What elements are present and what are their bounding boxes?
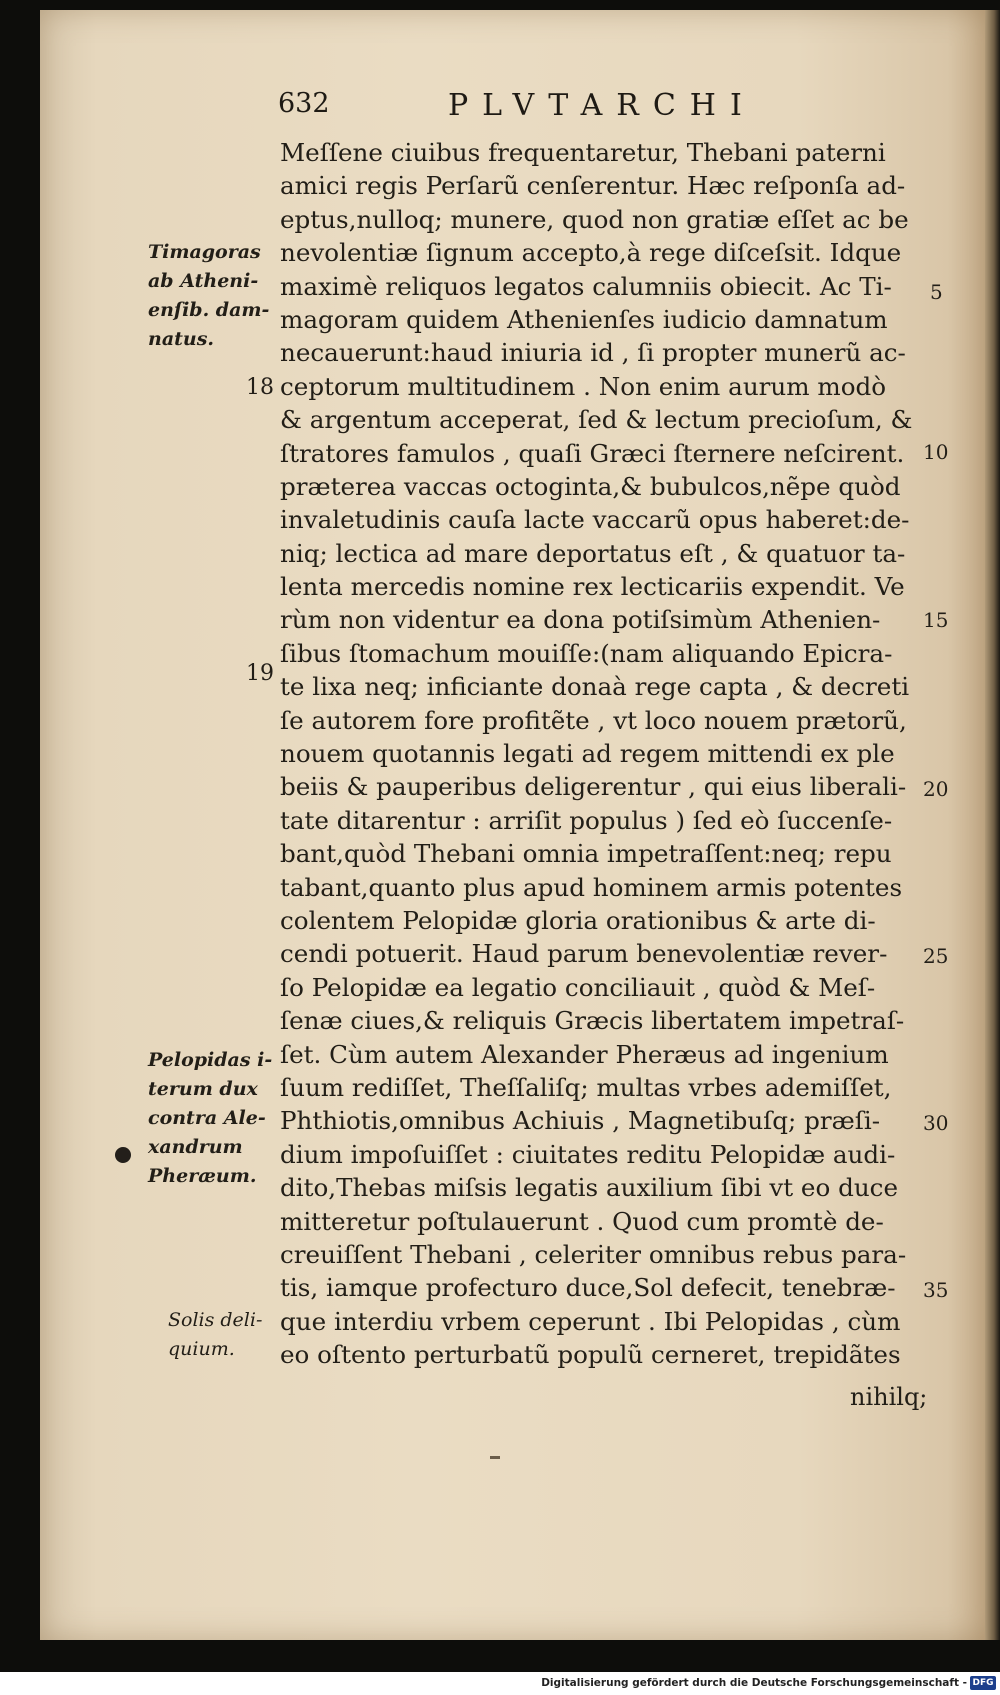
text-line: ſo Pelopidæ ea legatio conciliauit , quòd & Meſ- xyxy=(280,972,876,1002)
text-line: niq; lectica ad mare deportatus eſt , & quatuor ta- xyxy=(280,538,906,568)
text-line: cendi potuerit. Haud parum benevolentiæ rever- xyxy=(280,939,888,969)
sidenote-eclipse xyxy=(168,1306,293,1364)
text-line: nevolentiæ ſignum accepto,à rege diſceſsit. Idque xyxy=(280,238,902,268)
text-line: ſtratores famulos , quaſi Græci ſternere neſcirent. xyxy=(280,438,905,468)
text-line: nouem quotannis legati ad regem mittendi ex ple xyxy=(280,739,895,769)
sidenote-timagoras xyxy=(148,238,273,354)
page-header xyxy=(0,88,1000,128)
line-number: 5 xyxy=(930,280,943,304)
sidenote-line: Timagoras xyxy=(148,241,261,263)
text-line: ſuum rediſſet, Theſſaliſq; multas vrbes ademiſſet, xyxy=(280,1072,892,1102)
text-line: tabant,quanto plus apud hominem armis potentes xyxy=(280,872,903,902)
text-line: Meſſene ciuibus frequentaretur, Thebani paterni xyxy=(280,138,886,167)
sidenote-line: enſib. dam- xyxy=(148,299,270,321)
text-line: Phthiotis,omnibus Achiuis , Magnetibuſq; præſi- xyxy=(280,1106,881,1136)
main-text-block xyxy=(280,136,920,1371)
text-line: eptus,nulloq; munere, quod non gratiæ eſſet ac be xyxy=(280,204,909,234)
ink-smudge xyxy=(490,1456,500,1459)
text-line: eo oſtento perturbatũ populũ cerneret, trepidãtes xyxy=(280,1340,901,1370)
text-line: necauerunt:haud iniuria id , ſi propter munerũ ac- xyxy=(280,338,906,368)
text-line: magoram quidem Athenienſes iudicio damnatum xyxy=(280,304,888,334)
text-line: invaletudinis cauſa lacte vaccarũ opus haberet:de- xyxy=(280,505,910,535)
line-number: 20 xyxy=(923,777,949,801)
text-line: dito,Thebas miſsis legatis auxilium ſibi vt eo duce xyxy=(280,1173,899,1203)
line-number: 30 xyxy=(923,1111,949,1135)
sidenote-line: terum dux xyxy=(148,1078,258,1100)
catchword: nihilq; xyxy=(850,1383,928,1411)
text-line: amici regis Perſarũ cenſerentur. Hæc reſponſa ad- xyxy=(280,171,906,201)
line-number: 15 xyxy=(923,608,949,632)
text-line: lenta mercedis nomine rex lecticariis expendit. Ve xyxy=(280,572,905,602)
text-line: que interdiu vrbem ceperunt . Ibi Pelopidas , cùm xyxy=(280,1306,901,1336)
page-number: 632 xyxy=(278,88,330,119)
sidenote-line: natus. xyxy=(148,328,215,350)
sidenote-line: Pheræum. xyxy=(148,1165,257,1187)
sidenote-line: ab Atheni- xyxy=(148,270,259,292)
dfg-logo: DFG xyxy=(970,1676,996,1690)
funding-credit: Digitalisierung gefördert durch die Deutsche Forschungsgemeinschaft - xyxy=(541,1677,967,1689)
text-line: bant,quòd Thebani omnia impetraſſent:neq; repu xyxy=(280,839,892,869)
line-number: 10 xyxy=(923,440,949,464)
sidenote-line: quium. xyxy=(168,1338,235,1360)
text-line: creuiſſent Thebani , celeriter omnibus rebus para- xyxy=(280,1239,907,1269)
text-line: maximè reliquos legatos calumniis obiecit. Ac Ti- xyxy=(280,271,892,301)
text-line: tate ditarentur : arriſit populus ) ſed eò ſuccenſe- xyxy=(280,805,893,835)
text-line: dium impoſuiſſet : ciuitates reditu Pelopidæ audi- xyxy=(280,1139,896,1169)
margin-dot-mark xyxy=(115,1147,131,1163)
text-line: ſe autorem fore profitẽte , vt loco nouem prætorũ, xyxy=(280,705,907,735)
text-line: te lixa neq; inficiante donaà rege capta , & decreti xyxy=(280,672,910,702)
line-number: 25 xyxy=(923,944,949,968)
text-line: beiis & pauperibus deligerentur , qui eius liberali- xyxy=(280,772,907,802)
text-line: & argentum acceperat, ſed & lectum precioſum, & xyxy=(280,405,913,435)
text-line: præterea vaccas octoginta,& bubulcos,nẽpe quòd xyxy=(280,471,901,501)
section-number: 18 xyxy=(246,375,274,400)
text-line: rùm non videntur ea dona potiſsimùm Athenien- xyxy=(280,605,881,635)
text-line: tis, iamque profecturo duce,Sol defecit, tenebræ- xyxy=(280,1273,896,1303)
text-line: colentem Pelopidæ gloria orationibus & arte di- xyxy=(280,905,876,935)
footer-bar xyxy=(0,1673,1000,1695)
text-line: ceptorum multitudinem . Non enim aurum modò xyxy=(280,371,887,401)
text-line: mitteretur poſtulauerunt . Quod cum promtè de- xyxy=(280,1206,884,1236)
sidenote-line: contra Ale- xyxy=(148,1107,266,1129)
page-edge xyxy=(985,10,1000,1640)
sidenote-line: Solis deli- xyxy=(168,1309,263,1331)
text-line: ſibus ſtomachum mouiſſe:(nam aliquando Epicra- xyxy=(280,638,893,668)
text-line: ſenæ ciues,& reliquis Græcis libertatem impetraſ- xyxy=(280,1006,905,1036)
sidenote-pelopidas xyxy=(148,1046,273,1191)
sidenote-line: xandrum xyxy=(148,1136,243,1158)
running-title: PLVTARCHI xyxy=(448,88,756,123)
line-number: 35 xyxy=(923,1278,949,1302)
text-line: ſet. Cùm autem Alexander Pheræus ad ingenium xyxy=(280,1039,889,1069)
sidenote-line: Pelopidas i- xyxy=(148,1049,273,1071)
section-number: 19 xyxy=(246,661,274,686)
